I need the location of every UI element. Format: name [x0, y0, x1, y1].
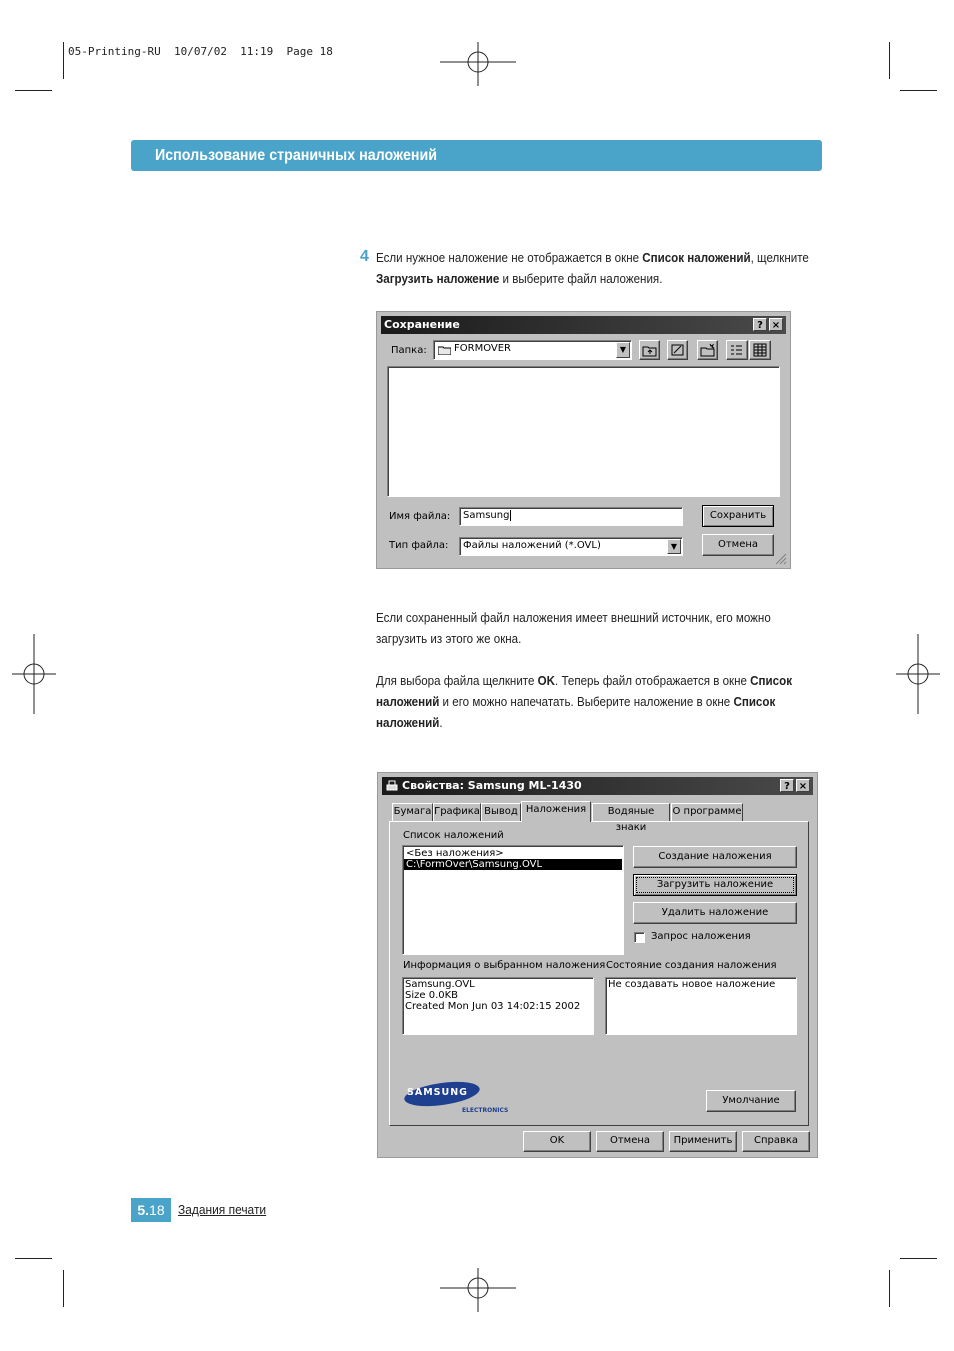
registration-mark-bottom: [440, 1266, 516, 1314]
folder-value: FORMOVER: [454, 343, 512, 354]
page-number-badge: [131, 1198, 171, 1222]
chapter-title: Задания печати: [178, 1202, 267, 1217]
paragraph-bold: Список: [750, 674, 792, 688]
filetype-value: Файлы наложений (*.OVL): [463, 540, 601, 551]
registration-mark-right: [896, 634, 940, 714]
tab-watermarks[interactable]: Водяные знаки: [592, 803, 670, 821]
paragraph-bold: Список: [733, 695, 776, 709]
cancel-button-label: Отмена: [609, 1135, 651, 1146]
properties-dialog: [377, 772, 818, 1158]
help-button-label: Справка: [753, 1135, 799, 1146]
filename-value: Samsung: [463, 510, 510, 521]
desktop-button[interactable]: [667, 340, 688, 360]
step-number: 4: [360, 248, 369, 265]
tab-overlays[interactable]: Наложения: [521, 801, 591, 822]
properties-dialog-titlebar: [382, 777, 813, 795]
paragraph-bold: наложений: [376, 716, 440, 730]
crop-mark-tl-v: [63, 42, 64, 79]
help-title-button[interactable]: ?: [753, 318, 767, 331]
filename-label: Имя файла:: [389, 511, 451, 522]
cancel-button[interactable]: [702, 534, 774, 556]
list-item[interactable]: <Без наложения>: [406, 848, 504, 859]
crop-mark-tl-h: [15, 90, 52, 91]
create-overlay-label: Создание наложения: [658, 851, 772, 862]
tab-graphics[interactable]: Графика: [433, 803, 481, 821]
step-text: [376, 248, 818, 290]
tab-strip: [390, 803, 810, 833]
default-button[interactable]: [706, 1090, 796, 1112]
desktop-icon: [670, 343, 685, 357]
paragraph-bold: OK: [537, 674, 556, 688]
folder-select[interactable]: [433, 340, 632, 360]
paragraph-line: загрузить из этого же окна.: [376, 632, 522, 646]
info-label: Информация о выбранном наложения: [403, 960, 606, 971]
help-button[interactable]: [742, 1131, 810, 1152]
up-folder-icon: [642, 343, 657, 357]
delete-overlay-label: Удалить наложение: [661, 907, 769, 918]
paragraph-bold: наложений: [376, 695, 440, 709]
section-title-bar: [131, 140, 822, 171]
prompt-overlay-checkbox[interactable]: [634, 932, 645, 943]
status-label: Состояние создания наложения: [606, 960, 777, 971]
details-view-button[interactable]: [749, 340, 771, 360]
save-dialog-titlebar: [381, 316, 786, 334]
page-chapter-number: 5.: [137, 1202, 150, 1218]
paragraph-text: Для выбора файла щелкните: [376, 674, 538, 688]
print-slug: 05-Printing-RU 10/07/02 11:19 Page 18: [68, 45, 333, 58]
info-box: [402, 977, 594, 1035]
paragraph-line: Если сохраненный файл наложения имеет внешний источник, его можно: [376, 611, 771, 625]
crop-mark-bl-v: [63, 1270, 64, 1307]
paragraph-external-source: [376, 608, 818, 650]
text-cursor: [510, 510, 511, 521]
registration-mark-top: [440, 40, 516, 88]
load-overlay-label: Загрузить наложение: [636, 877, 794, 893]
overlay-list-label: Список наложений: [403, 830, 504, 841]
crop-mark-tr-v: [889, 42, 890, 79]
new-folder-button[interactable]: [697, 340, 718, 360]
section-title: Использование страничных наложений: [155, 147, 438, 164]
paragraph-select-file: [376, 671, 818, 734]
list-item-selected[interactable]: C:\FormOver\Samsung.OVL: [404, 859, 622, 870]
save-button[interactable]: [702, 505, 774, 527]
folder-label: Папка:: [391, 345, 427, 356]
details-view-icon: [752, 343, 768, 357]
file-list-pane[interactable]: [387, 366, 780, 497]
page-number: 18: [149, 1202, 165, 1218]
folder-icon: [438, 345, 451, 358]
step-text-part: Если нужное наложение не отображается в окне: [376, 251, 643, 265]
chevron-down-icon[interactable]: ▼: [616, 342, 630, 358]
crop-mark-br-v: [889, 1270, 890, 1307]
info-line: Size 0.0KB: [405, 990, 459, 1001]
cancel-button-label: Отмена: [717, 539, 759, 550]
step-text-bold: Загрузить наложение: [376, 272, 500, 286]
overlay-list[interactable]: [402, 845, 624, 955]
default-button-label: Умолчание: [722, 1095, 780, 1106]
paragraph-text: и его можно напечатать. Выберите наложение в окне: [439, 695, 734, 709]
ok-button[interactable]: [523, 1131, 591, 1152]
save-button-label: Сохранить: [709, 510, 767, 521]
crop-mark-br-h: [900, 1258, 937, 1259]
paragraph-text: . Теперь файл отображается в окне: [555, 674, 751, 688]
up-folder-button[interactable]: [639, 340, 660, 360]
list-view-icon: [729, 343, 745, 357]
apply-button[interactable]: [669, 1131, 737, 1152]
samsung-logo: [402, 1080, 522, 1116]
filetype-select[interactable]: [459, 537, 683, 556]
list-view-button[interactable]: [726, 340, 748, 360]
ok-button-label: OK: [549, 1135, 565, 1146]
samsung-logo-subtext: ELECTRONICS: [462, 1107, 509, 1114]
save-dialog-title: Сохранение: [384, 318, 460, 331]
tab-about[interactable]: О программе: [671, 803, 743, 821]
info-line: Samsung.OVL: [405, 979, 475, 990]
close-title-button[interactable]: ×: [796, 779, 810, 792]
cancel-button[interactable]: [596, 1131, 664, 1152]
step-text-part: , щелкните: [750, 251, 809, 265]
tab-paper[interactable]: Бумага: [392, 803, 433, 821]
properties-dialog-title: Свойства: Samsung ML-1430: [402, 779, 582, 792]
filename-input[interactable]: [459, 507, 683, 526]
close-title-button[interactable]: ×: [769, 318, 783, 331]
step-text-part: и выберите файл наложения.: [499, 272, 663, 286]
tab-output[interactable]: Вывод: [481, 803, 521, 821]
create-overlay-button[interactable]: [633, 846, 797, 868]
status-box: [605, 977, 797, 1035]
chevron-down-icon[interactable]: ▼: [667, 539, 681, 554]
load-overlay-button[interactable]: [633, 874, 797, 896]
save-dialog: [376, 311, 791, 569]
samsung-logo-text: SAMSUNG: [407, 1087, 468, 1098]
overlays-panel: [389, 821, 809, 1126]
prompt-overlay-label: Запрос наложения: [651, 931, 751, 942]
crop-mark-tr-h: [900, 90, 937, 91]
crop-mark-bl-h: [15, 1258, 52, 1259]
apply-button-label: Применить: [673, 1135, 733, 1146]
resize-grip-icon[interactable]: [775, 553, 787, 565]
status-value: Не создавать новое наложение: [608, 979, 776, 990]
filetype-label: Тип файла:: [389, 540, 449, 551]
step-text-bold: Список наложений: [642, 251, 751, 265]
paragraph-text: .: [439, 716, 443, 730]
printer-icon: [385, 779, 399, 799]
help-title-button[interactable]: ?: [780, 779, 794, 792]
new-folder-icon: [700, 343, 715, 357]
info-line: Created Mon Jun 03 14:02:15 2002: [405, 1001, 581, 1012]
delete-overlay-button[interactable]: [633, 902, 797, 924]
registration-mark-left: [12, 634, 56, 714]
